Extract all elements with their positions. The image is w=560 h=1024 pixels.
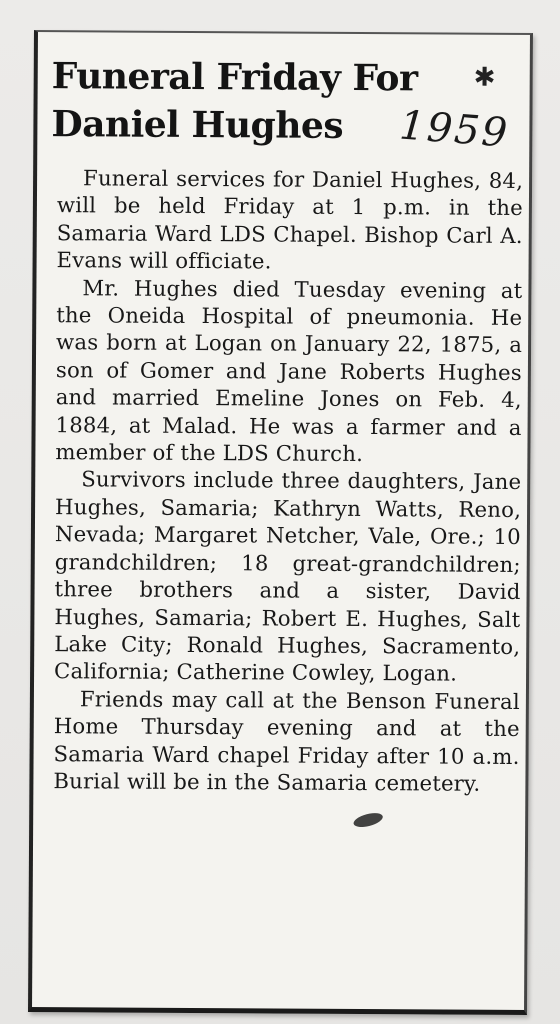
handwritten-year: 1959	[397, 102, 511, 157]
article-body	[53, 164, 523, 797]
ink-smudge	[352, 810, 384, 829]
newspaper-clipping	[28, 30, 533, 1015]
headline-line-1: Funeral Friday For	[51, 55, 418, 100]
headline-line-2: Daniel Hughes	[51, 103, 344, 147]
paragraph-survivors: Survivors include three daughters, Jane Hughes, Samaria; Kathryn Watts, Reno, Nevada; Margaret Netcher, Vale, Ore.; 10 grandchildren; 18 great-grandchildren; three brothers and a sister, David Hughes, Samaria; Robert E. Hughes, Salt Lake City; Ronald Hughes, Sacramento, California; Catherine Cowley, Logan.	[54, 466, 522, 686]
handwritten-star-icon: ✱	[473, 62, 496, 93]
paragraph-death-biography: Mr. Hughes died Tuesday evening at the Oneida Hospital of pneumonia. He was born at Logan on January 22, 1875, a son of Gomer and Jane Roberts Hughes and married Emeline Jones on Feb. 4, 1884, at Malad. He was a farmer and a member of the LDS Church.	[55, 274, 523, 467]
paragraph-services: Funeral services for Daniel Hughes, 84, will be held Friday at 1 p.m. in the Samaria Ward LDS Chapel. Bishop Carl A. Evans will officiate.	[56, 165, 524, 274]
paragraph-viewing-burial: Friends may call at the Benson Funeral Home Thursday evening and at the Samaria Ward chapel Friday after 10 a.m. Burial will be in the Samaria cemetery.	[53, 686, 520, 796]
